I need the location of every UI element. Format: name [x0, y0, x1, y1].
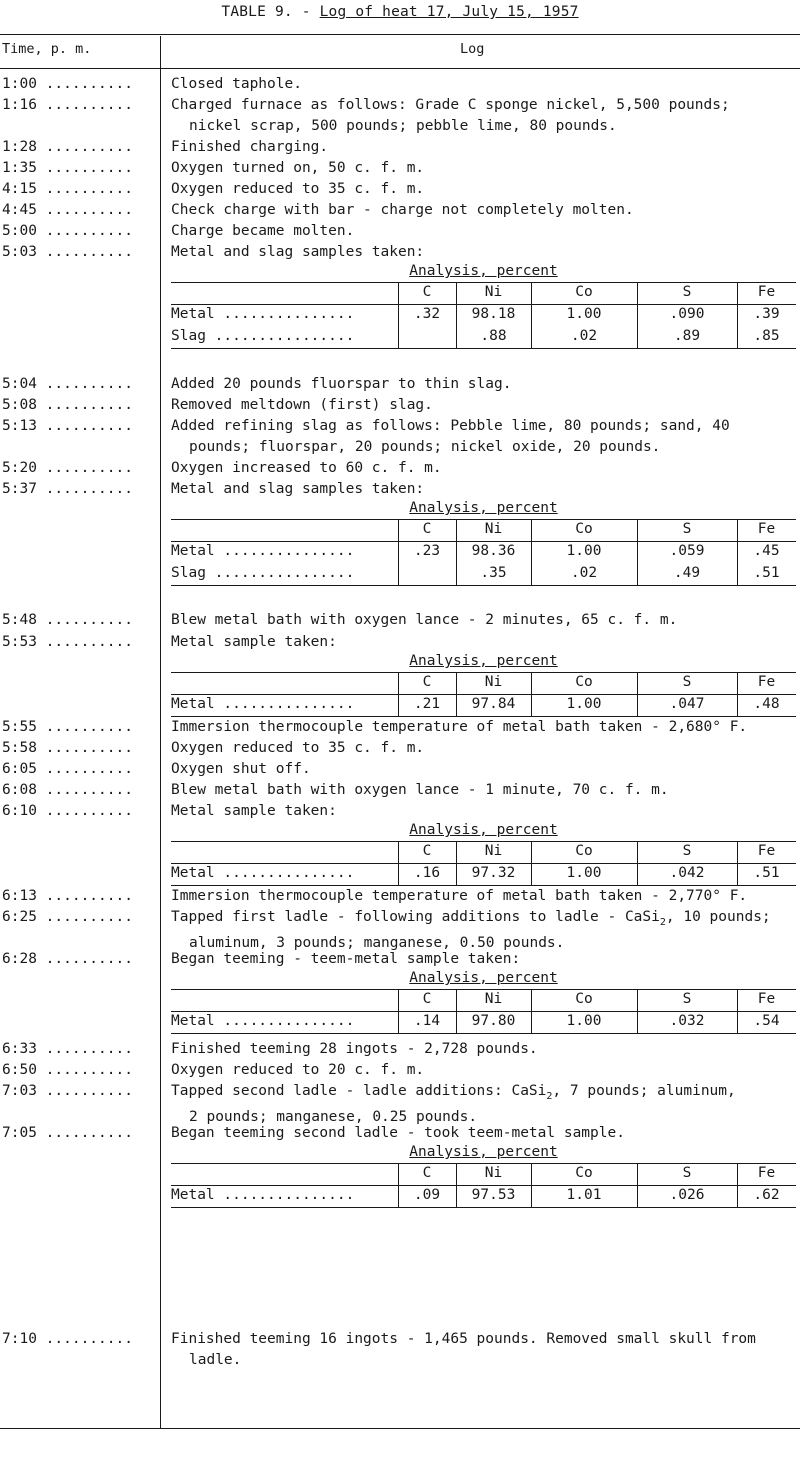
log-entry-time: 4:15 ..........	[2, 181, 133, 197]
analysis-column-header: S	[682, 1165, 692, 1181]
log-entry-time: 7:10 ..........	[2, 1331, 133, 1347]
analysis-column-header: Co	[575, 843, 593, 859]
analysis-cell: 1.00	[566, 696, 602, 712]
analysis-cell: 1.00	[566, 1013, 602, 1029]
analysis-table	[171, 970, 796, 1034]
analysis-cell: 97.32	[471, 865, 516, 881]
analysis-cell: .35	[480, 565, 507, 581]
analysis-cell: 98.36	[471, 543, 516, 559]
analysis-cell: .026	[669, 1187, 705, 1203]
log-entry-text	[171, 717, 796, 738]
analysis-cell: .39	[753, 306, 780, 322]
log-entry-time: 6:28 ..........	[2, 951, 133, 967]
analysis-rule	[171, 541, 796, 542]
analysis-cell: .059	[669, 543, 705, 559]
log-entry-time: 5:13 ..........	[2, 418, 133, 434]
log-entry-text	[171, 632, 796, 653]
analysis-column-header: Fe	[757, 991, 776, 1007]
analysis-column-header: Ni	[484, 521, 503, 537]
log-entry-time: 6:10 ..........	[2, 803, 133, 819]
log-entry-line: Oxygen shut off.	[171, 761, 311, 777]
log-entry-line: Blew metal bath with oxygen lance - 2 minutes, 65 c. f. m.	[171, 612, 678, 628]
log-entry-line: Blew metal bath with oxygen lance - 1 minute, 70 c. f. m.	[171, 782, 669, 798]
log-entry-time: 6:13 ..........	[2, 888, 133, 904]
analysis-row-label: Metal ...............	[171, 865, 355, 881]
log-entry-line: Finished teeming 28 ingots - 2,728 pounds.	[171, 1041, 538, 1057]
analysis-cell: .23	[413, 543, 441, 559]
log-entry-line: Charged furnace as follows: Grade C sponge nickel, 5,500 pounds;	[171, 97, 730, 113]
analysis-column-header: Ni	[484, 991, 503, 1007]
analysis-table	[171, 263, 796, 349]
analysis-column-header: C	[422, 674, 432, 690]
analysis-rule	[171, 282, 796, 283]
analysis-cell: .54	[753, 1013, 780, 1029]
analysis-rule	[171, 1011, 796, 1012]
analysis-cell: .89	[673, 328, 701, 344]
log-entry-line: Began teeming - teem-metal sample taken:	[171, 951, 521, 967]
table-title-main: Log of heat 17, July 15, 1957	[319, 4, 579, 20]
analysis-column-header: Ni	[484, 843, 503, 859]
analysis-cell: .032	[669, 1013, 705, 1029]
analysis-column-header: C	[422, 991, 432, 1007]
analysis-rule	[171, 348, 796, 349]
log-entry-line: Began teeming second ladle - took teem-metal sample.	[171, 1125, 625, 1141]
log-entry-line: Immersion thermocouple temperature of metal bath taken - 2,680° F.	[171, 719, 748, 735]
log-entry-text	[171, 610, 796, 631]
analysis-column-header: Fe	[757, 521, 776, 537]
table-title	[0, 4, 800, 20]
analysis-rule	[171, 519, 796, 520]
analysis-cell: .042	[669, 865, 705, 881]
analysis-rule	[171, 304, 796, 305]
analysis-cell: 1.00	[566, 543, 602, 559]
log-entry-text	[171, 395, 796, 416]
log-entry-line: Added refining slag as follows: Pebble lime, 80 pounds; sand, 40	[171, 418, 730, 434]
log-entry-continuation: nickel scrap, 500 pounds; pebble lime, 80 pounds.	[189, 118, 617, 134]
log-entry-time: 5:00 ..........	[2, 223, 133, 239]
log-entry-time: 5:55 ..........	[2, 719, 133, 735]
analysis-caption-text: Analysis, percent	[409, 653, 558, 669]
analysis-rule	[171, 1163, 796, 1164]
subscript: 2	[546, 1090, 553, 1102]
log-entry-line: Removed meltdown (first) slag.	[171, 397, 433, 413]
analysis-rule	[171, 885, 796, 886]
analysis-column-header: S	[682, 991, 692, 1007]
log-entry-line: Added 20 pounds fluorspar to thin slag.	[171, 376, 512, 392]
analysis-cell: 97.53	[471, 1187, 516, 1203]
analysis-cell: 1.00	[566, 865, 602, 881]
bottom-rule	[0, 1428, 800, 1429]
log-entry-time: 6:05 ..........	[2, 761, 133, 777]
log-entry-text	[171, 137, 796, 158]
analysis-row-label: Slag ................	[171, 565, 355, 581]
analysis-cell: .88	[480, 328, 507, 344]
analysis-rule	[171, 1207, 796, 1208]
log-entry-continuation: ladle.	[189, 1352, 242, 1368]
analysis-cell: .21	[413, 696, 441, 712]
log-entry-time: 1:35 ..........	[2, 160, 133, 176]
analysis-column-header: Fe	[757, 1165, 776, 1181]
analysis-column-header: C	[422, 284, 432, 300]
analysis-column-header: S	[682, 843, 692, 859]
analysis-cell: .45	[753, 543, 780, 559]
analysis-rule	[171, 1033, 796, 1034]
analysis-column-header: C	[422, 1165, 432, 1181]
analysis-cell: 98.18	[471, 306, 516, 322]
log-entry-line: Oxygen reduced to 35 c. f. m.	[171, 740, 425, 756]
analysis-caption-text: Analysis, percent	[409, 970, 558, 986]
analysis-caption	[171, 1144, 796, 1160]
analysis-column-header: Co	[575, 991, 593, 1007]
analysis-column-header: Fe	[757, 674, 776, 690]
log-entry-continuation: 2 pounds; manganese, 0.25 pounds.	[189, 1108, 478, 1125]
log-entry-line-end: , 7 pounds; aluminum,	[552, 1083, 736, 1099]
log-entry-text	[171, 907, 796, 954]
log-entry-time: 5:04 ..........	[2, 376, 133, 392]
log-entry-text	[171, 1039, 796, 1060]
analysis-caption-text: Analysis, percent	[409, 263, 558, 279]
time-column-header: Time, p. m.	[2, 41, 92, 57]
analysis-column-header: C	[422, 521, 432, 537]
analysis-caption	[171, 500, 796, 516]
analysis-rule	[171, 716, 796, 717]
analysis-column-header: S	[682, 284, 692, 300]
analysis-cell: .047	[669, 696, 705, 712]
analysis-caption	[171, 653, 796, 669]
analysis-row-label: Slag ................	[171, 328, 355, 344]
log-entry-line: Oxygen reduced to 35 c. f. m.	[171, 181, 425, 197]
log-entry-text	[171, 458, 796, 479]
analysis-column-header: Fe	[757, 843, 776, 859]
log-entry-text	[171, 1123, 796, 1144]
analysis-caption	[171, 822, 796, 838]
analysis-caption-text: Analysis, percent	[409, 500, 558, 516]
log-entry-text	[171, 179, 796, 200]
log-entry-text	[171, 1060, 796, 1081]
log-entry-line: Tapped first ladle - following additions to ladle - CaSi	[171, 909, 660, 925]
log-entry-line: Oxygen reduced to 20 c. f. m.	[171, 1062, 425, 1078]
log-entry-text	[171, 949, 796, 970]
log-entry-line: Tapped second ladle - ladle additions: CaSi	[171, 1083, 547, 1099]
analysis-row-label: Metal ...............	[171, 306, 355, 322]
log-entry-time: 5:48 ..........	[2, 612, 133, 628]
log-entry-time: 7:05 ..........	[2, 1125, 133, 1141]
log-entry-time: 6:08 ..........	[2, 782, 133, 798]
analysis-cell: .14	[413, 1013, 441, 1029]
analysis-cell: 1.00	[566, 306, 602, 322]
analysis-cell: .090	[669, 306, 705, 322]
log-entry-text	[171, 886, 796, 907]
analysis-cell: .02	[570, 328, 598, 344]
log-column-header: Log	[460, 41, 485, 57]
log-entry-time: 5:03 ..........	[2, 244, 133, 260]
log-entry-text	[171, 158, 796, 179]
header-rule	[0, 68, 800, 69]
log-entry-line-end: , 10 pounds;	[665, 909, 771, 925]
log-entry-continuation: aluminum, 3 pounds; manganese, 0.50 pounds.	[189, 934, 565, 951]
analysis-rule	[171, 672, 796, 673]
log-entry-line: Closed taphole.	[171, 76, 302, 92]
log-entry-time: 5:37 ..........	[2, 481, 133, 497]
analysis-cell: .32	[413, 306, 441, 322]
analysis-column-header: S	[682, 674, 692, 690]
analysis-rule	[171, 841, 796, 842]
top-rule	[0, 34, 800, 35]
log-entry-text	[171, 759, 796, 780]
analysis-column-header: S	[682, 521, 692, 537]
log-entry-time: 6:50 ..........	[2, 1062, 133, 1078]
analysis-cell: .51	[753, 865, 780, 881]
analysis-column-header: C	[422, 843, 432, 859]
analysis-rule	[171, 585, 796, 586]
analysis-column-header: Co	[575, 284, 593, 300]
analysis-column-header: Ni	[484, 1165, 503, 1181]
log-entry-line: Metal and slag samples taken:	[171, 481, 425, 497]
log-entry-text	[171, 221, 796, 242]
log-entry-line: Metal sample taken:	[171, 634, 337, 650]
log-entry-line: Immersion thermocouple temperature of metal bath taken - 2,770° F.	[171, 888, 748, 904]
analysis-cell: .85	[753, 328, 780, 344]
analysis-cell: .16	[413, 865, 441, 881]
analysis-column-header: Ni	[484, 674, 503, 690]
log-entry-text	[171, 1329, 796, 1371]
log-entry-time: 5:53 ..........	[2, 634, 133, 650]
analysis-cell: .49	[673, 565, 701, 581]
log-entry-time: 7:03 ..........	[2, 1083, 133, 1099]
log-entry-line: Finished teeming 16 ingots - 1,465 pounds. Removed small skull from	[171, 1331, 756, 1347]
log-entry-text	[171, 200, 796, 221]
log-entry-time: 4:45 ..........	[2, 202, 133, 218]
analysis-column-header: Co	[575, 674, 593, 690]
analysis-table	[171, 653, 796, 717]
log-entry-line: Metal and slag samples taken:	[171, 244, 425, 260]
log-entry-text	[171, 738, 796, 759]
log-entry-time: 1:00 ..........	[2, 76, 133, 92]
log-entry-text	[171, 242, 796, 263]
log-entry-line: Finished charging.	[171, 139, 329, 155]
analysis-table	[171, 822, 796, 886]
log-entry-line: Charge became molten.	[171, 223, 355, 239]
analysis-caption	[171, 263, 796, 279]
log-entry-line: Check charge with bar - charge not completely molten.	[171, 202, 634, 218]
analysis-cell: 97.84	[471, 696, 516, 712]
analysis-cell: 97.80	[471, 1013, 516, 1029]
log-entry-continuation: pounds; fluorspar, 20 pounds; nickel oxide, 20 pounds.	[189, 439, 661, 455]
analysis-column-header: Ni	[484, 284, 503, 300]
analysis-column-header: Fe	[757, 284, 776, 300]
log-entry-time: 1:16 ..........	[2, 97, 133, 113]
log-entry-text	[171, 780, 796, 801]
analysis-table	[171, 1144, 796, 1208]
analysis-cell: .02	[570, 565, 598, 581]
analysis-cell: .51	[753, 565, 780, 581]
log-entry-line: Oxygen turned on, 50 c. f. m.	[171, 160, 425, 176]
analysis-cell: .62	[753, 1187, 780, 1203]
analysis-row-label: Metal ...............	[171, 1187, 355, 1203]
log-entry-text	[171, 374, 796, 395]
analysis-rule	[171, 1185, 796, 1186]
log-entry-line: Oxygen increased to 60 c. f. m.	[171, 460, 442, 476]
table-title-prefix: TABLE 9. -	[221, 4, 320, 20]
analysis-row-label: Metal ...............	[171, 1013, 355, 1029]
log-entry-text	[171, 74, 796, 95]
log-entry-time: 6:33 ..........	[2, 1041, 133, 1057]
analysis-caption	[171, 970, 796, 986]
log-entry-text	[171, 1081, 796, 1128]
log-entry-text	[171, 801, 796, 822]
analysis-cell: .48	[753, 696, 780, 712]
analysis-cell: .09	[413, 1187, 441, 1203]
log-entry-text	[171, 416, 796, 458]
log-entry-time: 1:28 ..........	[2, 139, 133, 155]
log-entry-time: 5:08 ..........	[2, 397, 133, 413]
analysis-row-label: Metal ...............	[171, 543, 355, 559]
log-entry-time: 5:58 ..........	[2, 740, 133, 756]
log-entry-line: Metal sample taken:	[171, 803, 337, 819]
analysis-rule	[171, 694, 796, 695]
analysis-rule	[171, 863, 796, 864]
analysis-column-header: Co	[575, 1165, 593, 1181]
analysis-caption-text: Analysis, percent	[409, 1144, 558, 1160]
analysis-table	[171, 500, 796, 586]
column-divider	[160, 36, 161, 1429]
analysis-caption-text: Analysis, percent	[409, 822, 558, 838]
log-entry-text	[171, 95, 796, 137]
subscript: 2	[659, 916, 666, 928]
log-entry-time: 6:25 ..........	[2, 909, 133, 925]
analysis-column-header: Co	[575, 521, 593, 537]
log-entry-text	[171, 479, 796, 500]
analysis-row-label: Metal ...............	[171, 696, 355, 712]
analysis-cell: 1.01	[566, 1187, 602, 1203]
log-entry-time: 5:20 ..........	[2, 460, 133, 476]
analysis-rule	[171, 989, 796, 990]
